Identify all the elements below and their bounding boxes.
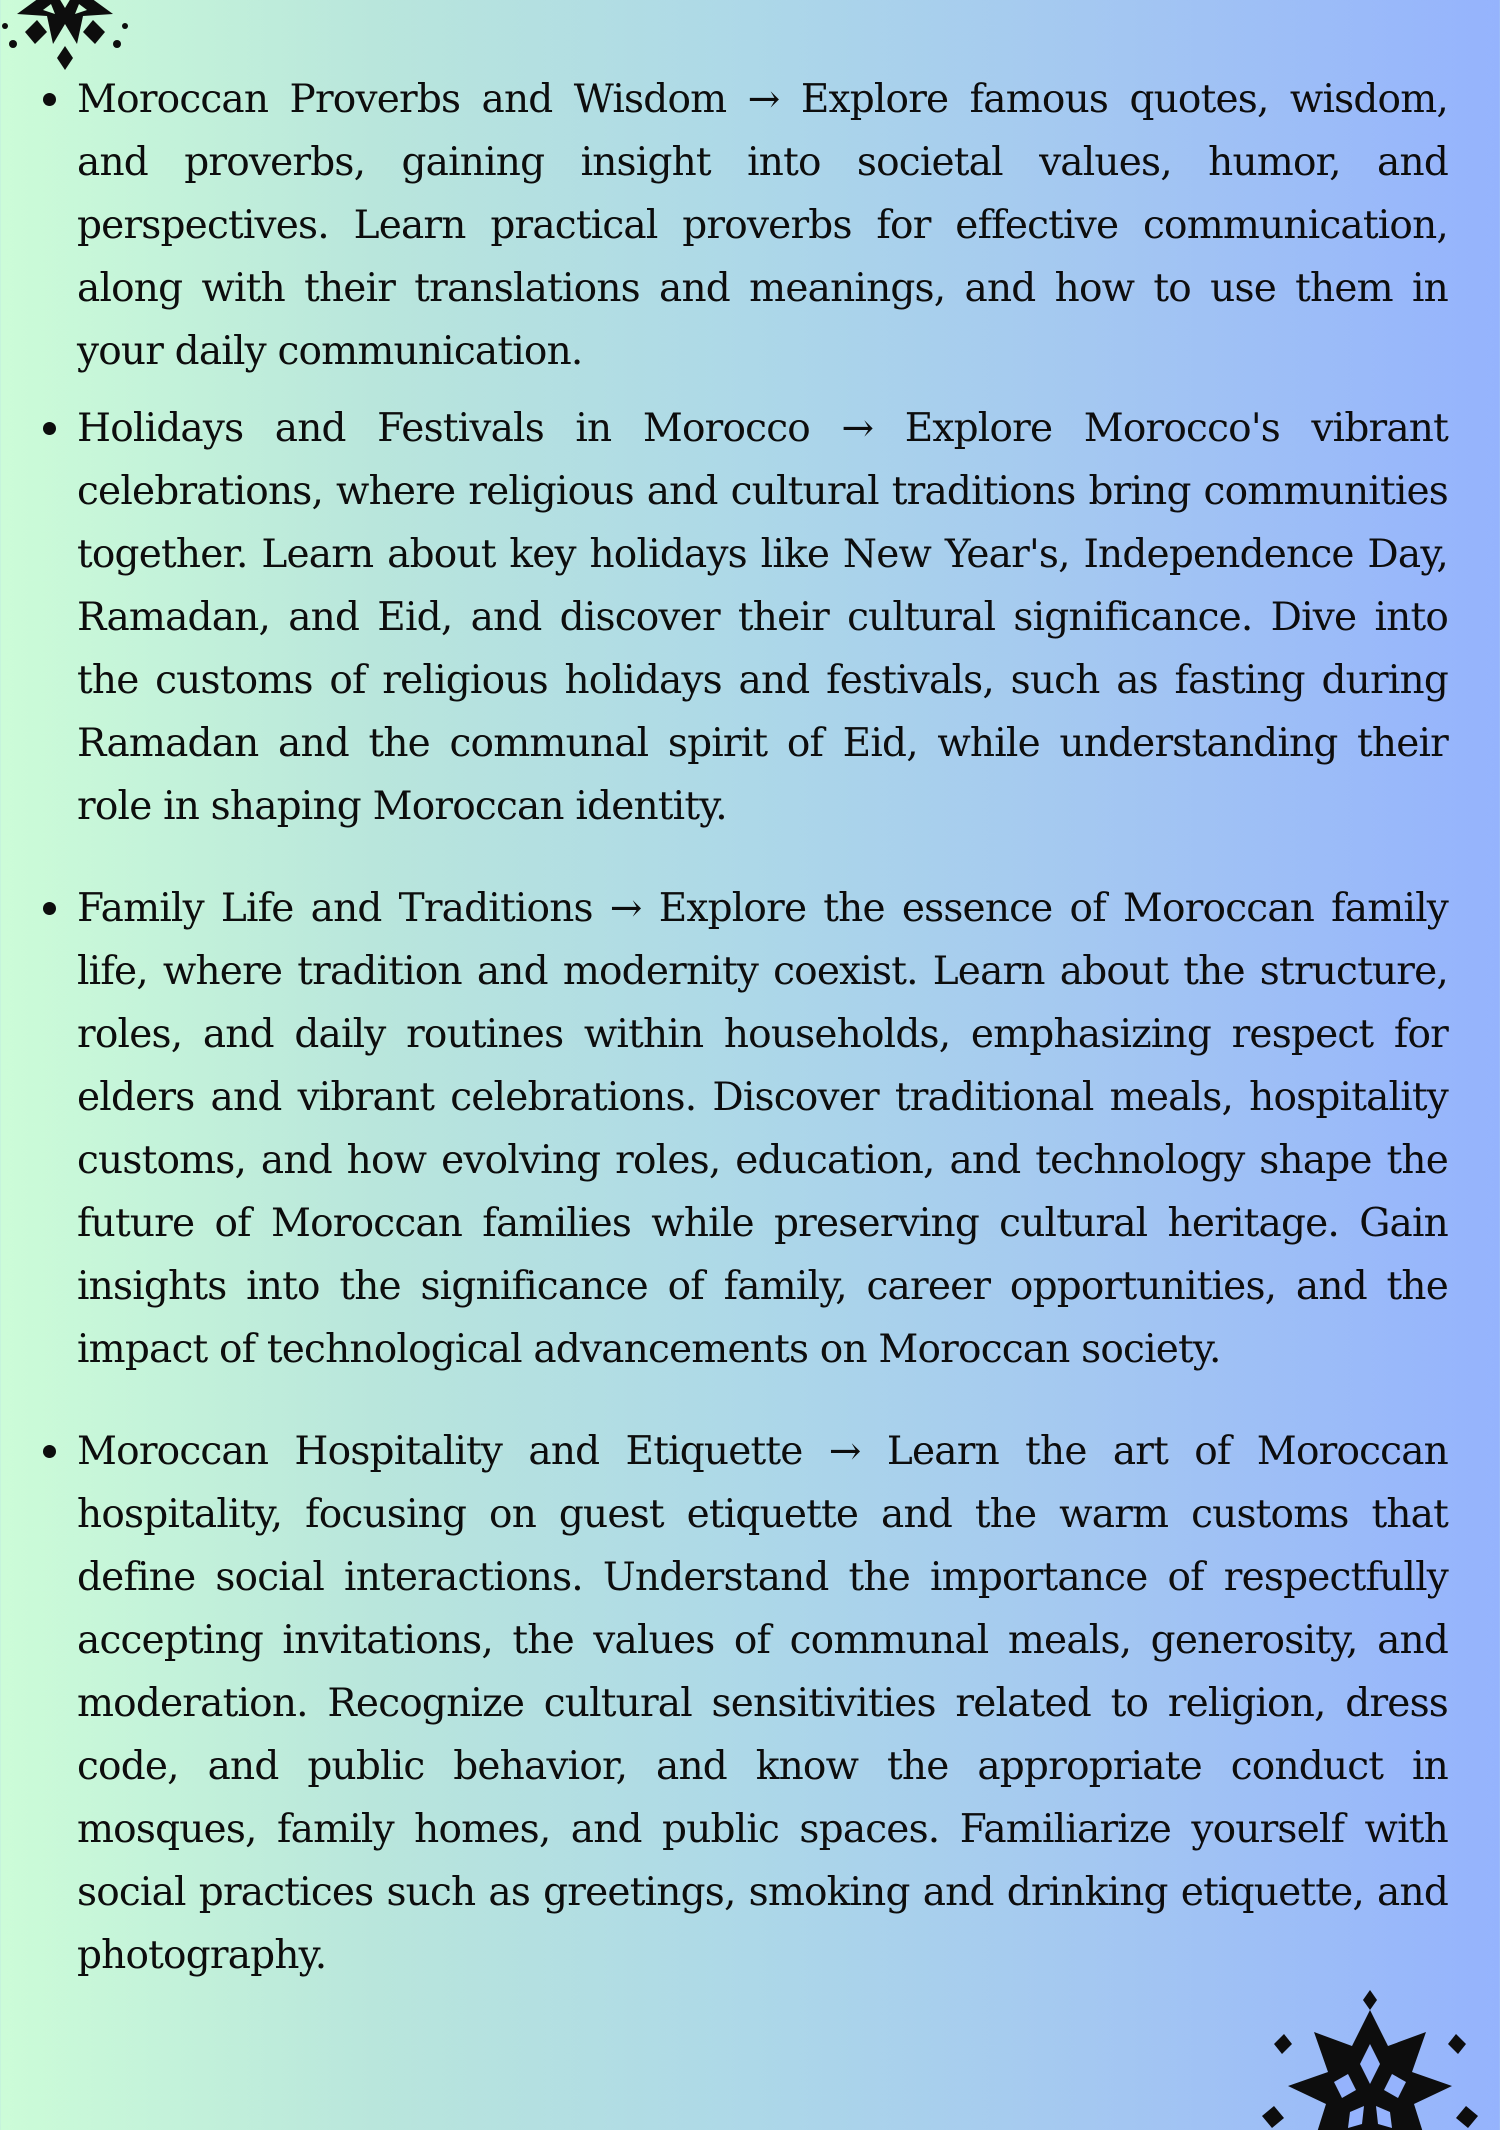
- list-item-text: Moroccan Proverbs and Wisdom → Explore famous quotes, wisdom, and proverbs, gaining insight into societal values, humor, and perspectives. Learn practical proverbs for effective communication, along with their translations and meanings, and how to use them in your daily communication.: [77, 77, 1448, 374]
- topic-list: [40, 68, 1448, 1987]
- bullet-icon: [43, 422, 56, 435]
- list-item-text: Family Life and Traditions → Explore the essence of Moroccan family life, where tradition and modernity coexist. Learn about the structure, roles, and daily routines within households, emphasizing respect for elders and vibrant celebrations. Discover traditional meals, hospitality customs, and how evolving roles, education, and technology shape the future of Moroccan families while preserving cultural heritage. Gain insights into the significance of family, career opportunities, and the impact of technological advancements on Moroccan society.: [77, 886, 1448, 1372]
- moroccan-star-ornament-icon: [1240, 1990, 1490, 2130]
- list-item: [40, 1420, 1448, 1987]
- bullet-icon: [43, 1445, 56, 1458]
- list-item: [40, 877, 1448, 1381]
- list-item: [40, 397, 1448, 838]
- list-item: [40, 68, 1448, 383]
- bullet-icon: [43, 93, 56, 106]
- list-item-text: Moroccan Hospitality and Etiquette → Learn the art of Moroccan hospitality, focusing on guest etiquette and the warm customs that define social interactions. Understand the importance of respectfully accepting invitations, the values of communal meals, generosity, and moderation. Recognize cultural sensitivities related to religion, dress code, and public behavior, and know the appropriate conduct in mosques, family homes, and public spaces. Familiarize yourself with social practices such as greetings, smoking and drinking etiquette, and photography.: [77, 1429, 1448, 1978]
- moroccan-star-ornament-icon: [0, 0, 150, 70]
- bullet-icon: [43, 902, 56, 915]
- list-item-text: Holidays and Festivals in Morocco → Explore Morocco's vibrant celebrations, where religious and cultural traditions bring communities together. Learn about key holidays like New Year's, Independence Day, Ramadan, and Eid, and discover their cultural significance. Dive into the customs of religious holidays and festivals, such as fasting during Ramadan and the communal spirit of Eid, while understanding their role in shaping Moroccan identity.: [77, 406, 1448, 829]
